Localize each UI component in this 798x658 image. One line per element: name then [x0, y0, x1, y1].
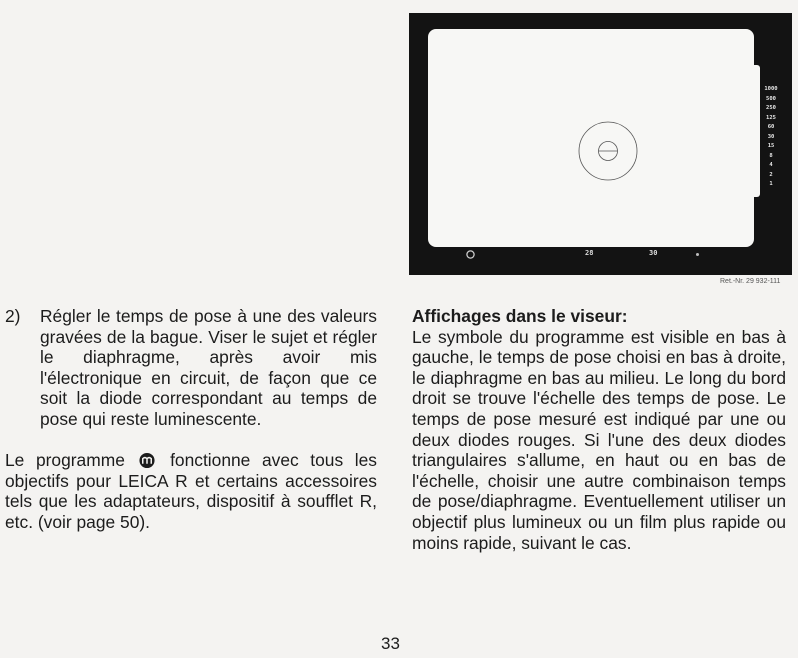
scale-value: 4 — [769, 162, 773, 168]
program-m-icon — [136, 452, 158, 469]
program-symbol-icon — [466, 250, 475, 259]
focusing-circle-icon — [578, 121, 638, 181]
figure-reference: Ret.-Nr. 29 932-111 — [720, 278, 781, 285]
viewfinder-indicator-dot — [696, 253, 699, 256]
viewfinder-displays-section — [412, 306, 786, 553]
step-2 — [5, 306, 377, 430]
scale-value: 125 — [766, 114, 776, 121]
scale-value: 30 — [767, 133, 775, 140]
scale-value: 250 — [766, 105, 776, 111]
section-body: Le symbole du programme est visible en bas à gauche, le temps de pose choisi en bas à droite, le diaphragme en bas au milieu. Le long du bord droit se trouve l'échelle des temps de pose. Le temps de pose mesuré est indiqué par une ou deux diodes rouges. Si l'une des deux diodes triangulaires s'allume, en haut ou en bas de l'échelle, choisir une autre combinaison temps de pose/diaphragme. Eventuellement utiliser un objectif plus lumineux ou un film plus rapide ou moins rapide, suivant le cas. — [412, 326, 786, 553]
scale-value: 500 — [766, 95, 776, 102]
program-text-start: Le programme — [5, 450, 125, 470]
program-paragraph — [5, 450, 377, 532]
step-text: Régler le temps de pose à une des valeurs gravées de la bague. Viser le sujet et régler le diaphragme, après avoir mis l'électronique en circuit, de façon que ce soit la diode correspondant au temps de pose qui reste luminescente. — [40, 306, 377, 429]
viewfinder-aperture-display: 30 — [649, 249, 658, 257]
shutter-speed-scale — [762, 85, 780, 190]
scale-value: 15 — [767, 143, 775, 149]
viewfinder-illustration — [409, 13, 792, 275]
program-text-end: fonctionne avec tous les objectifs pour LEICA R et certains accessoires tels que les adaptateurs, dispositif à soufflet R, etc. (voir page 50). — [5, 450, 377, 532]
scale-value: 2 — [769, 171, 773, 178]
page-number: 33 — [381, 634, 400, 653]
step-number: 2) — [5, 306, 21, 326]
scale-value: 60 — [767, 124, 775, 130]
section-title: Affichages dans le viseur: — [412, 306, 628, 326]
scale-value: 8 — [769, 152, 773, 159]
scale-value: 1000 — [764, 86, 778, 92]
scale-value: 1 — [769, 181, 773, 187]
viewfinder-shutter-display: 28 — [585, 249, 594, 257]
viewfinder-screen — [428, 29, 754, 247]
